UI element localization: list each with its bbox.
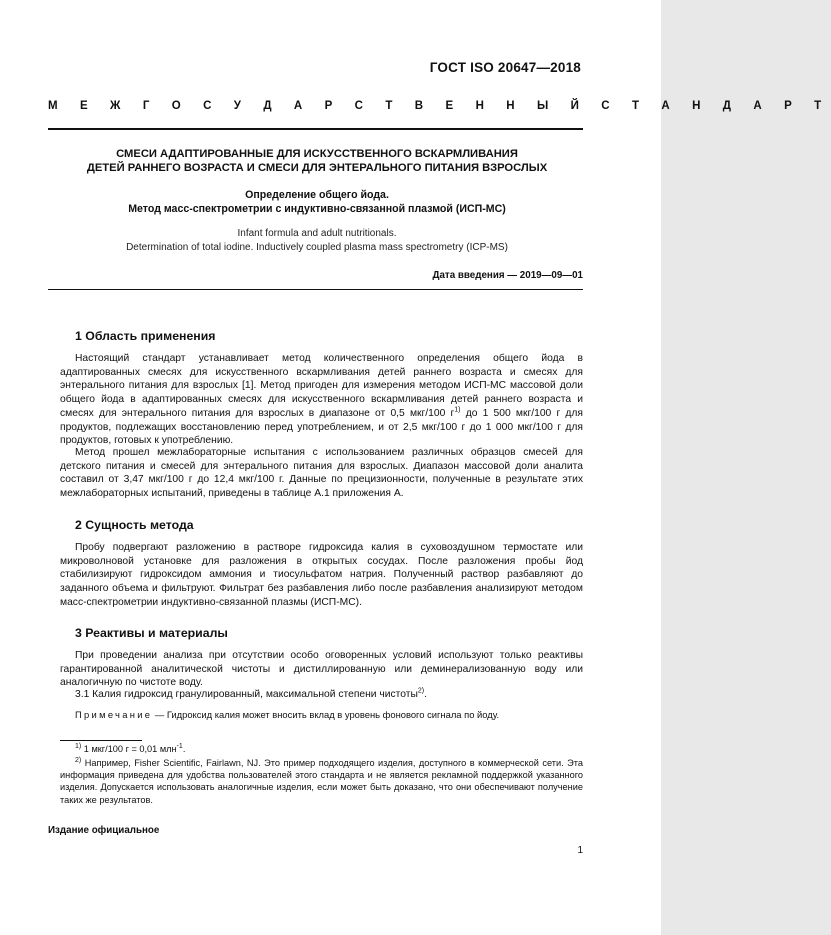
header-rule	[48, 128, 583, 130]
subtitle-line-1: Определение общего йода.	[245, 189, 389, 201]
footnote-rule	[60, 740, 142, 741]
footnote-2-text: Например, Fisher Scientific, Fairlawn, NJ. Это пример подходящего изделия, доступного в коммерческой сети. Эта информация приведена для удобства пользователей этого стандарта и не является рекламной поддержкой указанного изделия. Допускается использовать аналогичные изделия, если может быть доказано, что они обеспечивают получение таких же результатов.	[60, 758, 583, 805]
title-line-1: СМЕСИ АДАПТИРОВАННЫЕ ДЛЯ ИСКУССТВЕННОГО ВСКАРМЛИВАНИЯ	[116, 148, 518, 160]
section-3-item-3-1	[60, 688, 583, 702]
s3-item-text-b: .	[424, 689, 428, 700]
english-title	[60, 227, 574, 255]
section-1-paragraph-2: Метод прошел межлабораторные испытания с использованием различных образцов смесей для детского питания и смесей для энтерального питания для взрослых. Диапазон массовой доли аналита составил от 3,47 мкг/100 г до 12,4 мкг/100 г. Данные по прецизионности, полученные в результате этих межлабораторных испытаний, приведены в таблице А.1 приложения А.	[60, 447, 583, 500]
section-2-heading: 2 Сущность метода	[75, 518, 194, 532]
note-text: — Гидроксид калия может вносить вклад в уровень фонового сигнала по йоду.	[152, 709, 500, 720]
page-number: 1	[577, 845, 583, 856]
section-1-heading: 1 Область применения	[75, 329, 216, 343]
section-2-paragraph-1: Пробу подвергают разложению в растворе гидроксида калия в суховоздушном термостате или микроволновой установке для разложения в открытых сосудах. После разложения пробы йод стабилизируют гидроксидом аммония и тиосульфатом натрия. Полученный раствор разбавляют до заданного объема и фильтруют. Фильтрат без разбавления либо после разбавления анализируют методом масс-спектрометрии индуктивно-связанной плазмы (ИСП-МС).	[60, 542, 583, 608]
section-3-paragraph-1: При проведении анализа при отсутствии особо оговоренных условий используют только реактивы гарантированной аналитической чистоты и дистиллированную или деминерализованную воду или аналогичную по чистоте воду.	[60, 650, 583, 689]
footnote-2	[60, 757, 583, 806]
document-subtitle	[60, 188, 574, 216]
note-label: Примечание	[75, 709, 153, 720]
footnote-1-text: 1 мкг/100 г = 0,01 млн	[81, 744, 177, 754]
footnote-1-marker: 1)	[75, 742, 82, 750]
s1-p1-text-a: Настоящий стандарт устанавливает метод количественного определения общего йода в адаптированных смесях для искусственного вскармливания детей раннего возраста и смесях для энтерального питания для взрослых [1]. Метод пригоден для измерения методом ИСП-МС массовой доли общего йода в адаптированных смесях для искусственного вскармливания детей раннего возраста и смесях для энтерального питания для взрослых в диапазоне от 0,5 мкг/100 г	[60, 353, 583, 419]
s3-item-text-a: 3.1 Калия гидроксид гранулированный, максимальной степени чистоты	[75, 689, 418, 700]
english-title-line-2: Determination of total iodine. Inductively coupled plasma mass spectrometry (ICP-MS)	[126, 242, 508, 253]
title-line-2: ДЕТЕЙ РАННЕГО ВОЗРАСТА И СМЕСИ ДЛЯ ЭНТЕРАЛЬНОГО ПИТАНИЯ ВЗРОСЛЫХ	[86, 162, 548, 174]
note	[75, 709, 499, 720]
standard-code: ГОСТ ISO 20647—2018	[429, 60, 581, 75]
footnote-ref-1: 1)	[454, 406, 461, 414]
footnote-1-exponent: -1	[176, 742, 183, 750]
section-1-paragraph-1	[60, 352, 583, 448]
interstate-standard-label: М Е Ж Г О С У Д А Р С Т В Е Н Н Ы Й С Т А Н Д А Р Т	[48, 100, 831, 112]
footnote-2-marker: 2)	[75, 756, 82, 764]
footnote-1	[60, 743, 583, 755]
official-edition-label: Издание официальное	[48, 825, 160, 836]
section-3-heading: 3 Реактивы и материалы	[75, 626, 228, 640]
english-title-line-1: Infant formula and adult nutritionals.	[237, 228, 397, 239]
footnote-ref-2: 2)	[417, 687, 425, 695]
subtitle-line-2: Метод масс-спектрометрии с индуктивно-связанной плазмой (ИСП-МС)	[128, 203, 506, 215]
date-rule	[48, 289, 583, 290]
s1-p1-text-b: до 1 500 мкг/100 г для продуктов, подлежащих восстановлению перед употреблением, и от 2,5 мкг/100 г до 1 000 мкг/100 г для продуктов, готовых к употреблению.	[60, 407, 583, 447]
document-title	[60, 147, 574, 175]
introduction-date: Дата введения — 2019—09—01	[432, 270, 583, 281]
footnote-1-end: .	[182, 744, 186, 754]
